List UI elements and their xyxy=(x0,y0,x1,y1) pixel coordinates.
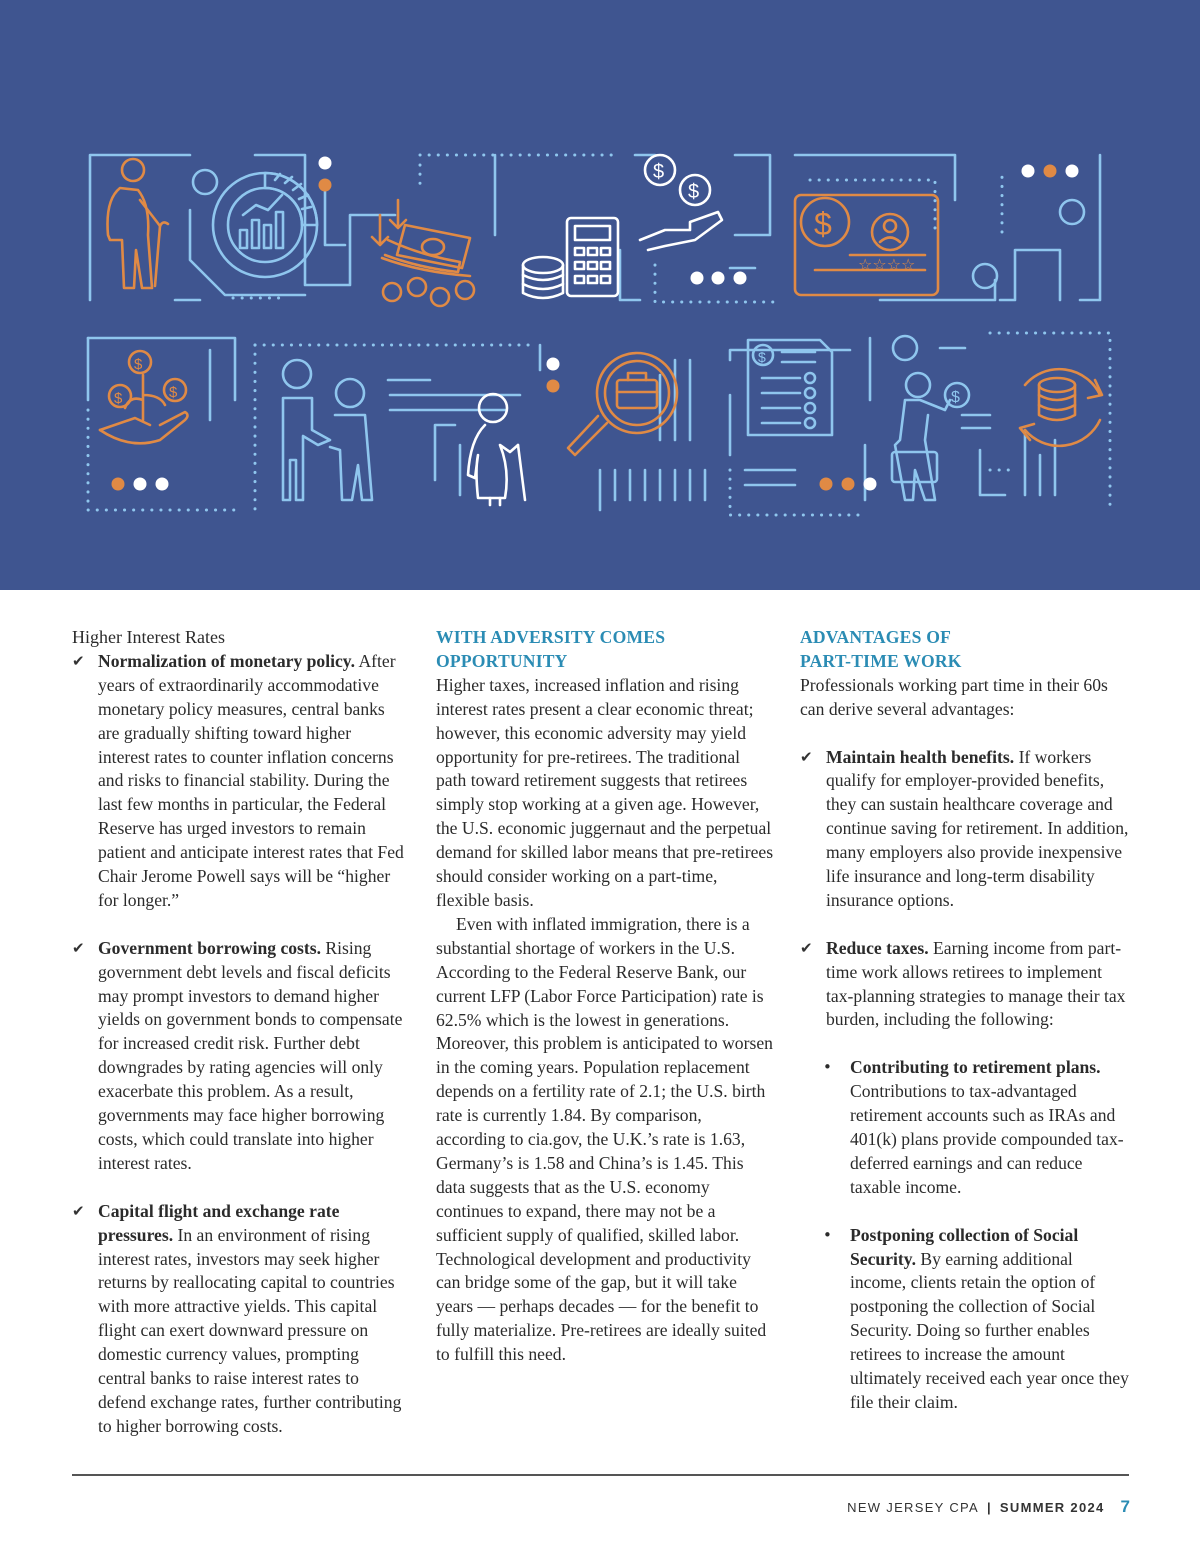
checkmark-icon: ✔ xyxy=(72,938,85,957)
dotted-lines xyxy=(88,155,1110,515)
list-item: ✔ Normalization of monetary policy. After years of extraordinarily accommodative monetary policy measures, central banks are gradually shifting toward higher interest rates to counter inflation concerns and risks to financial stability. During the last few months in particular, the Federal Reserve has urged investors to remain patient and anticipate interest rates that Fed Chair Jerome Powell says will be “higher for longer.” xyxy=(72,650,404,910)
bullet-icon: • xyxy=(823,1225,832,1244)
analytics-dashboard-icon xyxy=(213,173,317,277)
footer-divider xyxy=(72,1474,1129,1476)
circuit-lines xyxy=(88,155,1100,510)
section-heading: WITH ADVERSITY COMES OPPORTUNITY xyxy=(436,627,666,671)
bullet-icon: • xyxy=(823,1058,832,1077)
svg-text:$: $ xyxy=(653,161,665,183)
elderly-man-cane-icon xyxy=(108,159,169,288)
list-item: ✔ Maintain health benefits. If workers qualify for employer-provided benefits, they can sustain healthcare coverage and continue saving for retirement. In addition, many employers also provide inexpensive life insurance and long-term disability insurance options. xyxy=(800,746,1129,910)
paragraph: Even with inflated immigration, there is a substantial shortage of workers in the U.S. According to the Federal Reserve Bank, our current LFP (Labor Force Participation) rate is 62.5% which is the lowest in generations. Moreover, this problem is anticipated to worsen in the coming years. Population replacement depends on a fertility rate of 2.1; the U.S. birth rate is currently 1.84. By comparison, according to cia.gov, the U.K.’s rate is 1.63, Germany’s is 1.58 and China’s is 1.45. This data suggests that as the U.S. economy continues to expand, there may not be a sufficient supply of qualified, skilled labor. Technological development and productivity can bridge some of the gap, but it will take years — perhaps decades — for the benefit to fully materialize. Pre-retirees are ideally suited to fulfill this need. xyxy=(436,913,773,1365)
section-heading: ADVANTAGES OF PART-TIME WORK xyxy=(800,627,962,671)
intro-paragraph: Professionals working part time in their 60s can derive several advantages: xyxy=(800,674,1108,719)
page-number: 7 xyxy=(1120,1497,1130,1516)
checkmark-icon: ✔ xyxy=(800,747,813,766)
sub-list-item: • Contributing to retirement plans. Contributions to tax-advantaged retirement accounts such as IRAs and 401(k) plans provide compounded tax-deferred earnings and can reduce taxable income. xyxy=(823,1057,1124,1197)
coins-calculator-icon xyxy=(523,218,618,298)
svg-text:☆☆☆☆: ☆☆☆☆ xyxy=(858,255,916,274)
svg-text:$: $ xyxy=(688,181,700,203)
hero-illustration xyxy=(0,0,1200,590)
svg-text:$: $ xyxy=(114,390,123,407)
list-item: ✔ Capital flight and exchange rate pressures. In an environment of rising interest rates, investors may seek higher returns by reallocating capital to countries with more attractive yields. This capital flight can exert downward pressure on domestic currency values, prompting central banks to raise interest rates to defend exchange rates, further contributing to higher borrowing costs. xyxy=(72,1200,402,1436)
publication-name: NEW JERSEY CPA xyxy=(847,1500,979,1515)
svg-text:$: $ xyxy=(134,356,143,373)
issue-season: SUMMER 2024 xyxy=(999,1500,1105,1515)
svg-text:$: $ xyxy=(951,389,960,406)
checkmark-icon: ✔ xyxy=(72,651,85,670)
list-item: ✔ Government borrowing costs. Rising government debt levels and fiscal deficits may prompt investors to demand higher yields on government bonds to compensate for increased credit risk. Further debt downgrades by rating agencies will only exacerbate this problem. As a result, governments may face higher borrowing costs, which could translate into higher interest rates. xyxy=(72,937,403,1173)
coin-cycle-icon xyxy=(1020,369,1102,446)
svg-text:$: $ xyxy=(169,384,178,401)
column-2 xyxy=(436,626,774,1367)
paragraph: Higher taxes, increased inflation and rising interest rates present a clear economic threat; however, this economic adversity may yield opportunity for pre-retirees. The traditional path toward retirement suggests that retirees simply stop working at a given age. However, the U.S. economic juggernaut and the perpetual demand for skilled labor means that pre-retirees should consider working on a part-time, flexible basis. xyxy=(436,674,774,910)
checkmark-icon: ✔ xyxy=(800,938,813,957)
svg-text:$: $ xyxy=(758,349,766,365)
list-item: ✔ Reduce taxes. Earning income from part-time work allows retirees to implement tax-planning strategies to manage their tax burden, including the following: xyxy=(800,937,1126,1030)
page-footer xyxy=(847,1497,1130,1517)
subheading-interest-rates: Higher Interest Rates xyxy=(72,627,225,647)
footer-separator: | xyxy=(986,1500,992,1515)
handshake-icon xyxy=(283,360,372,500)
checkmark-icon: ✔ xyxy=(72,1201,85,1220)
sub-list-item: • Postponing collection of Social Security. By earning additional income, clients retain the option of postponing the collection of Social Security. Doing so further enables retirees to increase the amount ultimately received each year once they file their claim. xyxy=(823,1224,1129,1412)
svg-text:$: $ xyxy=(814,206,832,242)
column-1 xyxy=(72,626,406,1439)
column-3 xyxy=(800,626,1130,1415)
